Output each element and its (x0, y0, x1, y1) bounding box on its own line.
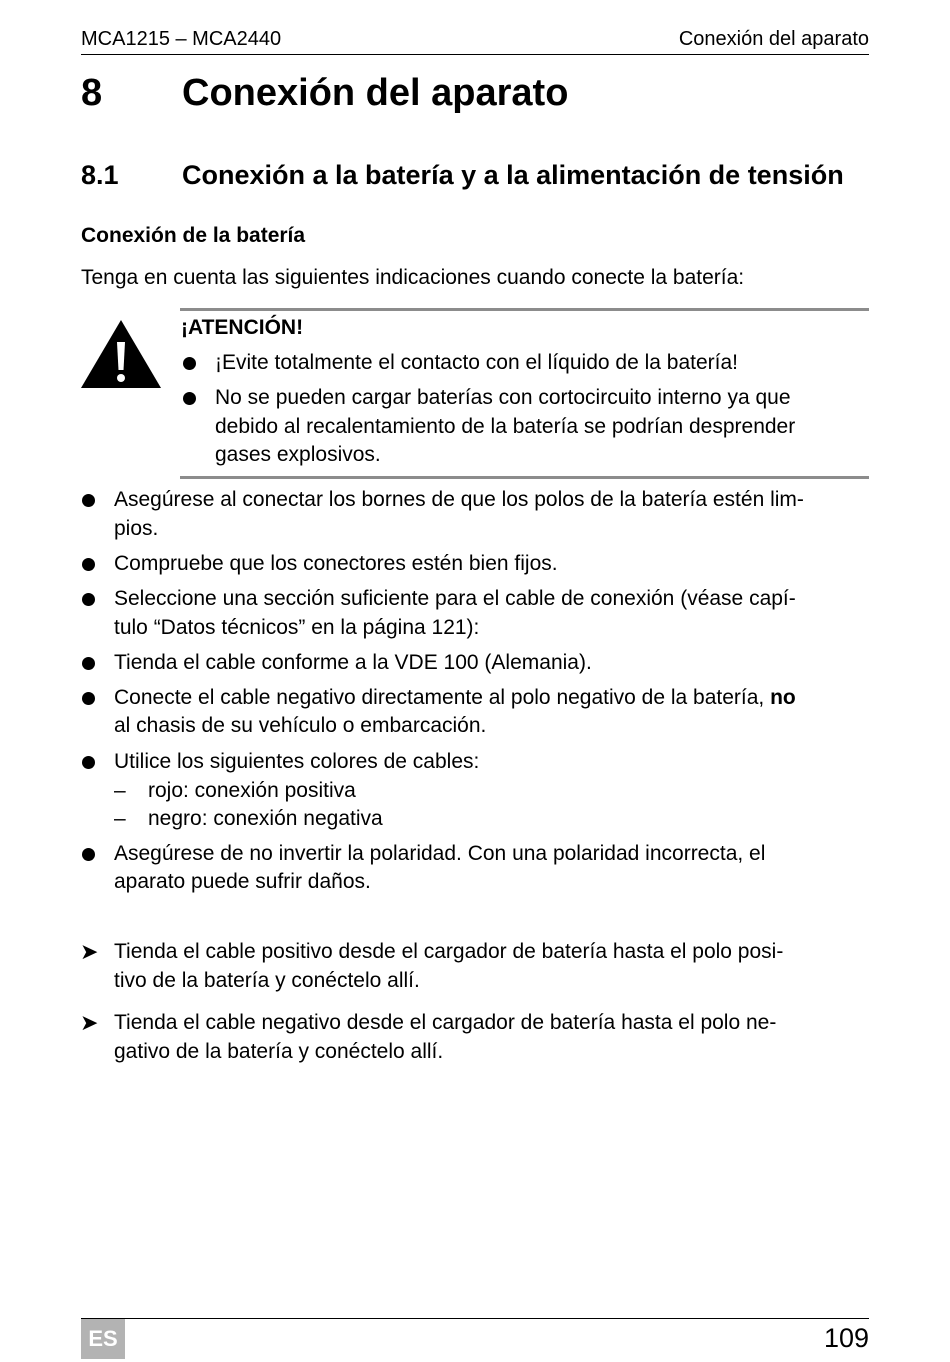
running-header-right: Conexión del aparato (678, 28, 869, 50)
step-1-line2: tivo de la batería y conéctelo allí. (114, 969, 420, 992)
bullet-icon (183, 357, 196, 370)
list-item-5-line1 (114, 684, 796, 713)
warning-item-2-line3: gases explosivos. (215, 443, 381, 466)
emphasis-no: no (770, 686, 796, 709)
chapter-number: 8 (81, 72, 103, 114)
list-item-5-text: Conecte el cable negativo directamente al polo negativo de la batería, (114, 686, 771, 709)
footer-divider (81, 1318, 869, 1319)
list-item-6: Utilice los siguientes colores de cables: (114, 750, 480, 773)
warning-item-2-line2: debido al recalentamiento de la batería se podrían desprender (215, 415, 796, 438)
section-number: 8.1 (81, 160, 119, 190)
list-item-3-line1: Seleccione una sección suficiente para el cable de conexión (véase capí- (114, 587, 796, 610)
bullet-icon (183, 392, 196, 405)
page-number: 109 (823, 1323, 869, 1353)
language-badge: ES (81, 1319, 125, 1359)
section-title: Conexión a la batería y a la alimentación de tensión (182, 160, 844, 190)
warning-title: ¡ATENCIÓN! (181, 316, 304, 339)
list-item-1-line1: Asegúrese al conectar los bornes de que los polos de la batería estén lim- (114, 488, 804, 511)
list-item-1-line2: pios. (114, 517, 159, 540)
warning-triangle-icon (80, 318, 162, 390)
list-item-3-line2: tulo “Datos técnicos” en la página 121): (114, 616, 480, 639)
bullet-icon (82, 494, 95, 507)
running-header-left: MCA1215 – MCA2440 (81, 28, 282, 50)
warning-item-1: ¡Evite totalmente el contacto con el líquido de la batería! (215, 351, 738, 374)
bullet-icon (82, 593, 95, 606)
list-item-4: Tienda el cable conforme a la VDE 100 (Alemania). (114, 651, 592, 674)
bullet-icon (82, 558, 95, 571)
list-item-7-line2: aparato puede sufrir daños. (114, 870, 371, 893)
dash-marker: – (114, 807, 126, 830)
subheading: Conexión de la batería (81, 224, 306, 247)
bullet-icon (82, 657, 95, 670)
bullet-icon (82, 848, 95, 861)
warning-top-rule (180, 308, 869, 311)
list-item-2: Compruebe que los conectores estén bien fijos. (114, 552, 558, 575)
arrow-icon: ➤ (80, 939, 99, 964)
dash-marker: – (114, 779, 126, 802)
chapter-title: Conexión del aparato (182, 72, 569, 114)
step-1-line1: Tienda el cable positivo desde el cargador de batería hasta el polo posi- (114, 940, 784, 963)
bullet-icon (82, 692, 95, 705)
sub-item-red: rojo: conexión positiva (148, 779, 356, 802)
step-2-line1: Tienda el cable negativo desde el cargador de batería hasta el polo ne- (114, 1011, 777, 1034)
arrow-icon: ➤ (80, 1010, 99, 1035)
header-divider (81, 54, 869, 55)
step-2-line2: gativo de la batería y conéctelo allí. (114, 1040, 444, 1063)
bullet-icon (82, 756, 95, 769)
sub-item-black: negro: conexión negativa (148, 807, 383, 830)
list-item-7-line1: Asegúrese de no invertir la polaridad. Con una polaridad incorrecta, el (114, 842, 766, 865)
warning-bottom-rule (180, 476, 869, 479)
intro-paragraph: Tenga en cuenta las siguientes indicaciones cuando conecte la batería: (81, 266, 745, 289)
list-item-5-line2: al chasis de su vehículo o embarcación. (114, 714, 487, 737)
warning-item-2-line1: No se pueden cargar baterías con cortocircuito interno ya que (215, 386, 791, 409)
